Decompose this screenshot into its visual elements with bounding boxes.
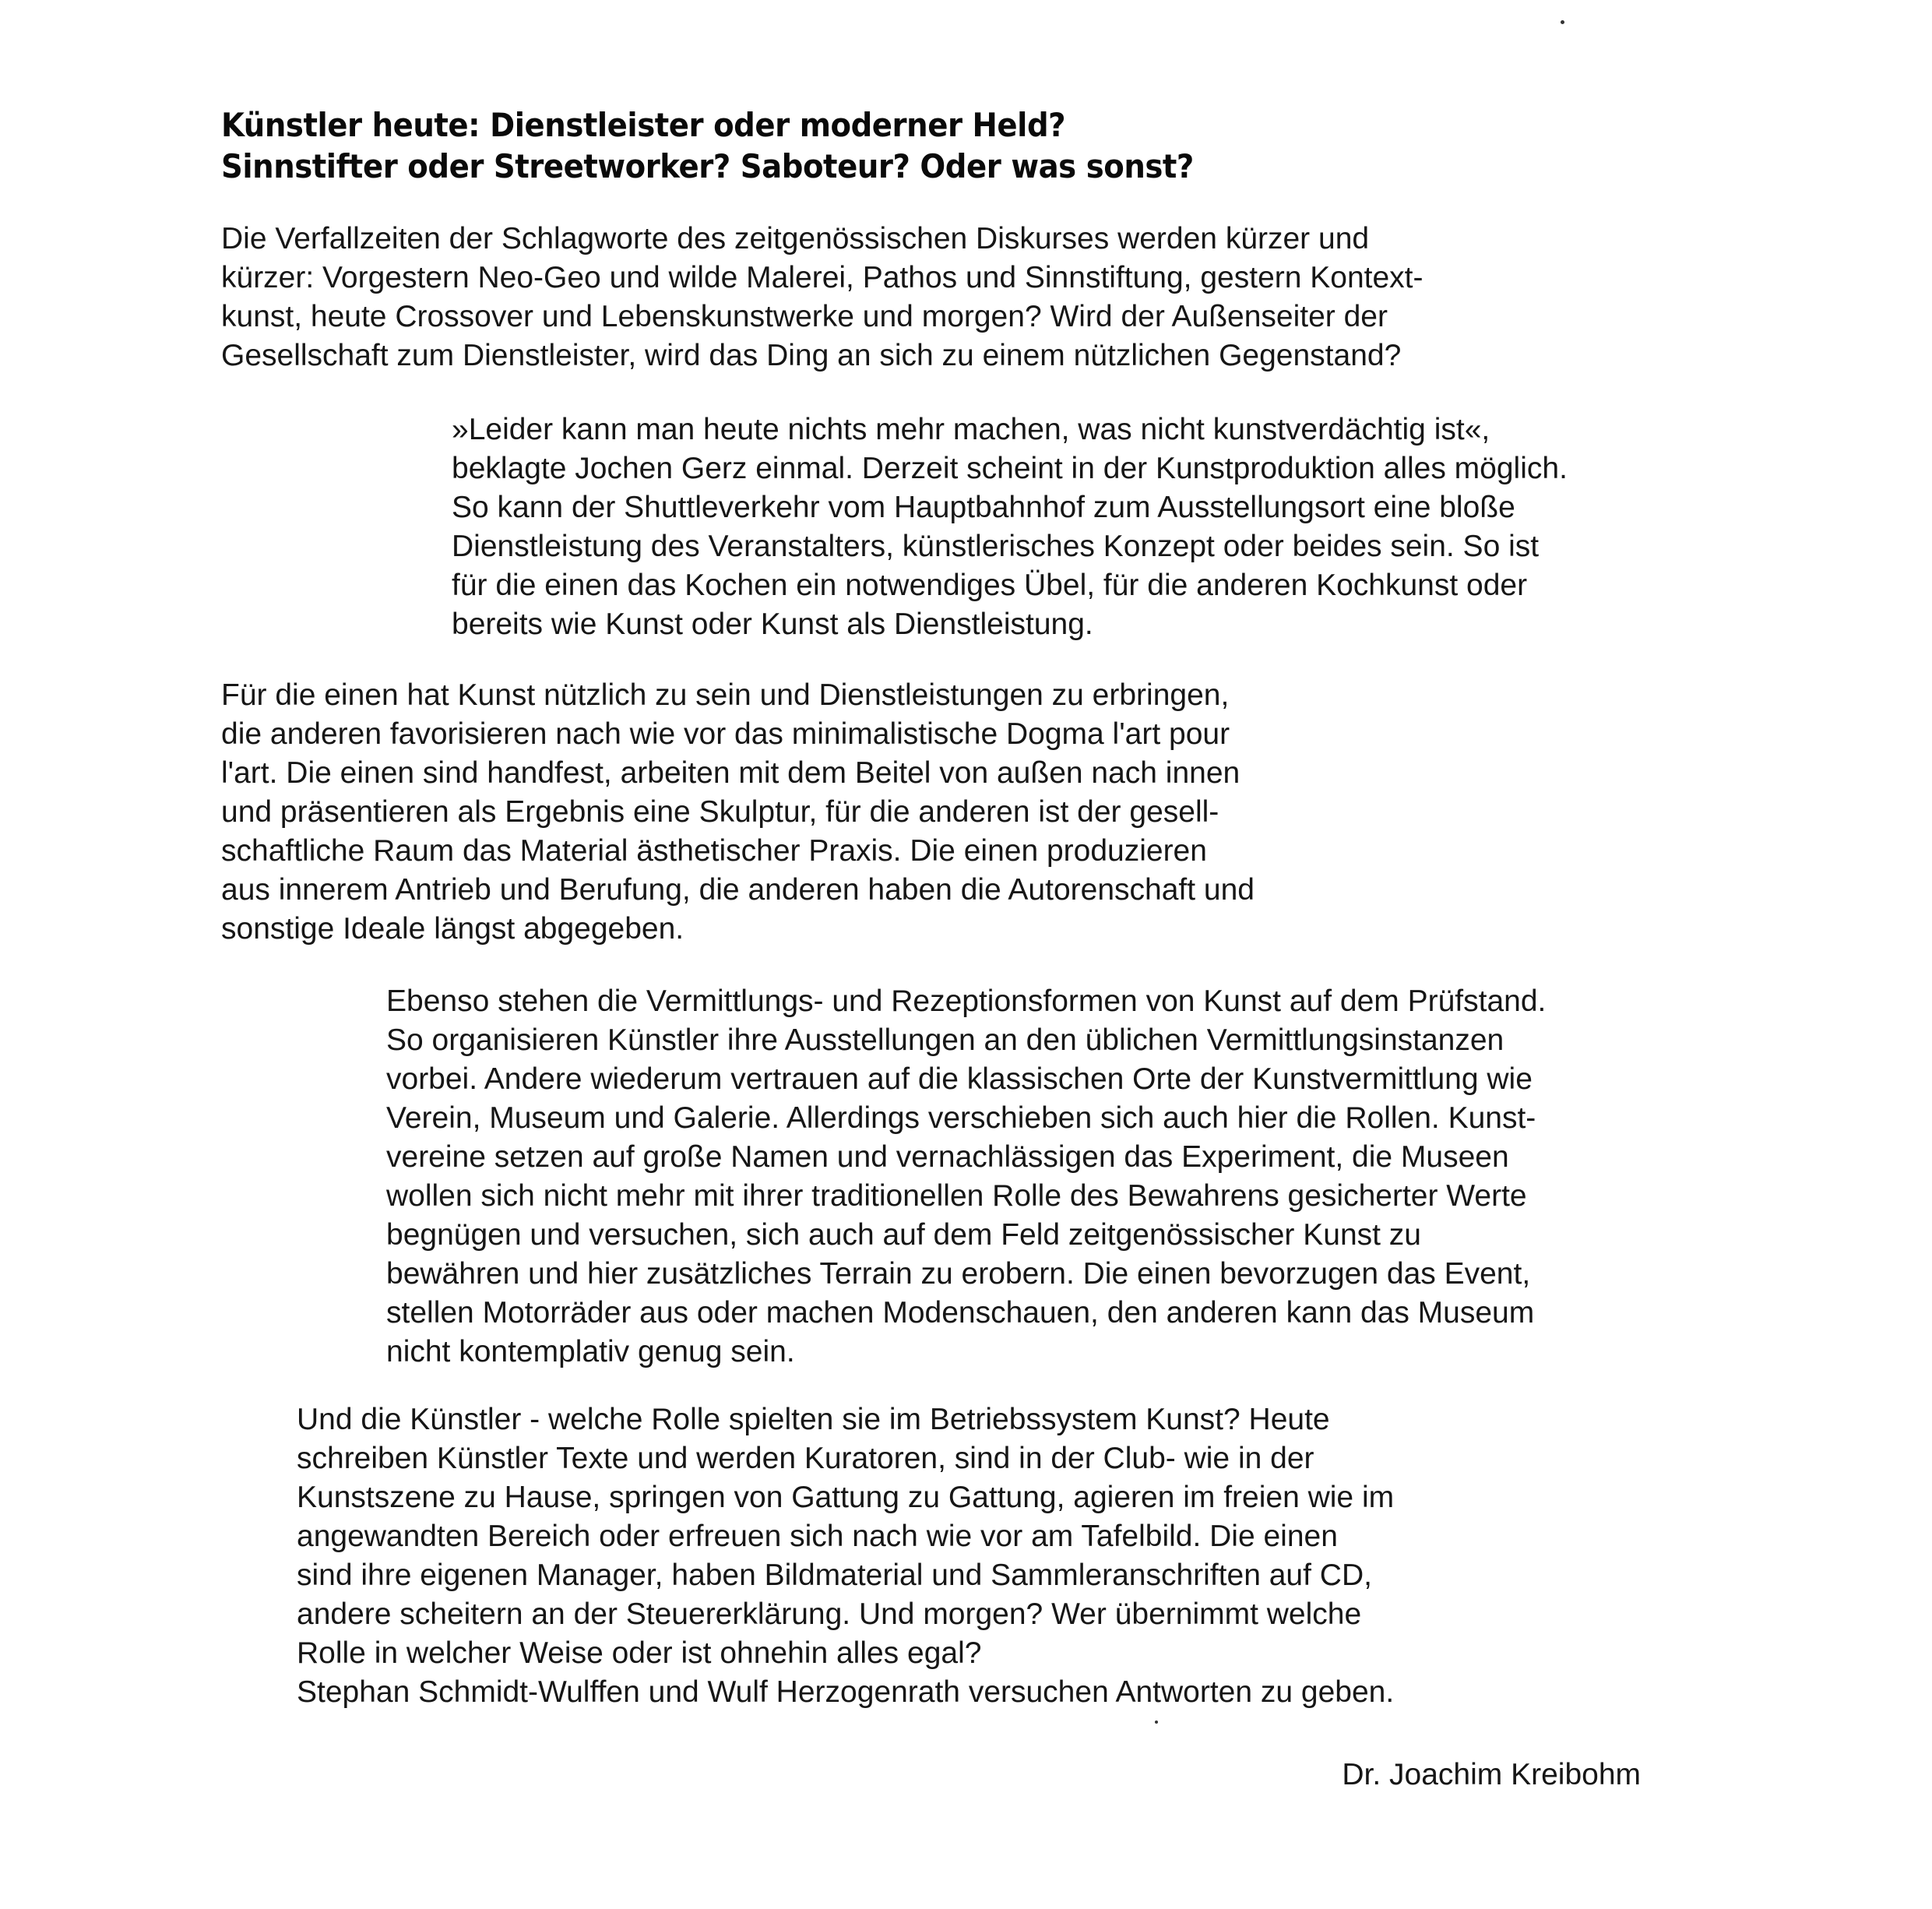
- scan-speck: [1561, 20, 1564, 24]
- paragraph-mediation-forms: [386, 982, 1546, 1372]
- text-line: begnügen und versuchen, sich auch auf dem Feld zeitgenössischer Kunst zu: [386, 1218, 1421, 1252]
- text-line: Stephan Schmidt-Wulffen und Wulf Herzogenrath versuchen Antworten zu geben.: [297, 1675, 1395, 1709]
- text-line: kürzer: Vorgestern Neo-Geo und wilde Malerei, Pathos und Sinnstiftung, gestern Kontext-: [221, 261, 1423, 294]
- text-line: andere scheitern an der Steuererklärung. Und morgen? Wer übernimmt welche: [297, 1597, 1362, 1631]
- text-line: nicht kontemplativ genug sein.: [386, 1335, 795, 1368]
- text-line: Gesellschaft zum Dienstleister, wird das Ding an sich zu einem nützlichen Gegenstand?: [221, 339, 1402, 372]
- text-line: beklagte Jochen Gerz einmal. Derzeit scheint in der Kunstproduktion alles möglich.: [452, 452, 1568, 485]
- text-line: Dienstleistung des Veranstalters, künstlerisches Konzept oder beides sein. So ist: [452, 530, 1540, 563]
- text-line: wollen sich nicht mehr mit ihrer traditionellen Rolle des Bewahrens gesicherter Werte: [386, 1179, 1527, 1213]
- paragraph-art-usefulness: [221, 676, 1255, 949]
- text-line: Und die Künstler - welche Rolle spielten sie im Betriebssystem Kunst? Heute: [297, 1403, 1330, 1436]
- text-line: Verein, Museum und Galerie. Allerdings verschieben sich auch hier die Rollen. Kunst-: [386, 1101, 1536, 1135]
- headline-line-2: Sinnstifter oder Streetworker? Saboteur? Oder was sonst?: [221, 147, 1194, 185]
- paragraph-gerz-quote: [452, 410, 1568, 644]
- text-line: angewandten Bereich oder erfreuen sich nach wie vor am Tafelbild. Die einen: [297, 1520, 1338, 1553]
- text-line: stellen Motorräder aus oder machen Modenschauen, den anderen kann das Museum: [386, 1296, 1535, 1330]
- scan-speck: [1155, 1721, 1158, 1724]
- text-line: bereits wie Kunst oder Kunst als Dienstleistung.: [452, 608, 1093, 641]
- paragraph-intro: [221, 220, 1423, 375]
- text-line: Ebenso stehen die Vermittlungs- und Rezeptionsformen von Kunst auf dem Prüfstand.: [386, 984, 1547, 1018]
- text-line: die anderen favorisieren nach wie vor das minimalistische Dogma l'art pour: [221, 717, 1230, 751]
- headline: [221, 104, 1296, 187]
- text-line: sind ihre eigenen Manager, haben Bildmaterial und Sammleranschriften auf CD,: [297, 1559, 1372, 1592]
- text-line: vorbei. Andere wiederum vertrauen auf die klassischen Orte der Kunstvermittlung wie: [386, 1062, 1533, 1096]
- text-line: So kann der Shuttleverkehr vom Hauptbahnhof zum Ausstellungsort eine bloße: [452, 491, 1515, 524]
- text-line: aus innerem Antrieb und Berufung, die anderen haben die Autorenschaft und: [221, 873, 1255, 907]
- text-line: »Leider kann man heute nichts mehr machen, was nicht kunstverdächtig ist«,: [452, 413, 1490, 446]
- text-line: Kunstszene zu Hause, springen von Gattung zu Gattung, agieren im freien wie im: [297, 1481, 1395, 1514]
- text-line: und präsentieren als Ergebnis eine Skulptur, für die anderen ist der gesell-: [221, 795, 1219, 829]
- text-line: So organisieren Künstler ihre Ausstellungen an den üblichen Vermittlungsinstanzen: [386, 1023, 1504, 1057]
- text-line: Die Verfallzeiten der Schlagworte des zeitgenössischen Diskurses werden kürzer und: [221, 222, 1370, 255]
- text-line: l'art. Die einen sind handfest, arbeiten mit dem Beitel von außen nach innen: [221, 756, 1240, 790]
- text-line: bewähren und hier zusätzliches Terrain zu erobern. Die einen bevorzugen das Event,: [386, 1257, 1531, 1291]
- text-line: schreiben Künstler Texte und werden Kuratoren, sind in der Club- wie in der: [297, 1442, 1314, 1475]
- text-line: sonstige Ideale längst abgegeben.: [221, 912, 684, 946]
- text-line: schaftliche Raum das Material ästhetischer Praxis. Die einen produzieren: [221, 834, 1207, 868]
- author-signature: Dr. Joachim Kreibohm: [1342, 1758, 1641, 1791]
- text-line: kunst, heute Crossover und Lebenskunstwerke und morgen? Wird der Außenseiter der: [221, 300, 1388, 333]
- text-line: Für die einen hat Kunst nützlich zu sein und Dienstleistungen zu erbringen,: [221, 678, 1230, 712]
- paragraph-artist-roles: [297, 1400, 1394, 1712]
- text-line: vereine setzen auf große Namen und vernachlässigen das Experiment, die Museen: [386, 1140, 1509, 1174]
- text-line: Rolle in welcher Weise oder ist ohnehin alles egal?: [297, 1636, 982, 1670]
- headline-line-1: Künstler heute: Dienstleister oder moderner Held?: [221, 106, 1066, 144]
- text-line: für die einen das Kochen ein notwendiges Übel, für die anderen Kochkunst oder: [452, 569, 1528, 602]
